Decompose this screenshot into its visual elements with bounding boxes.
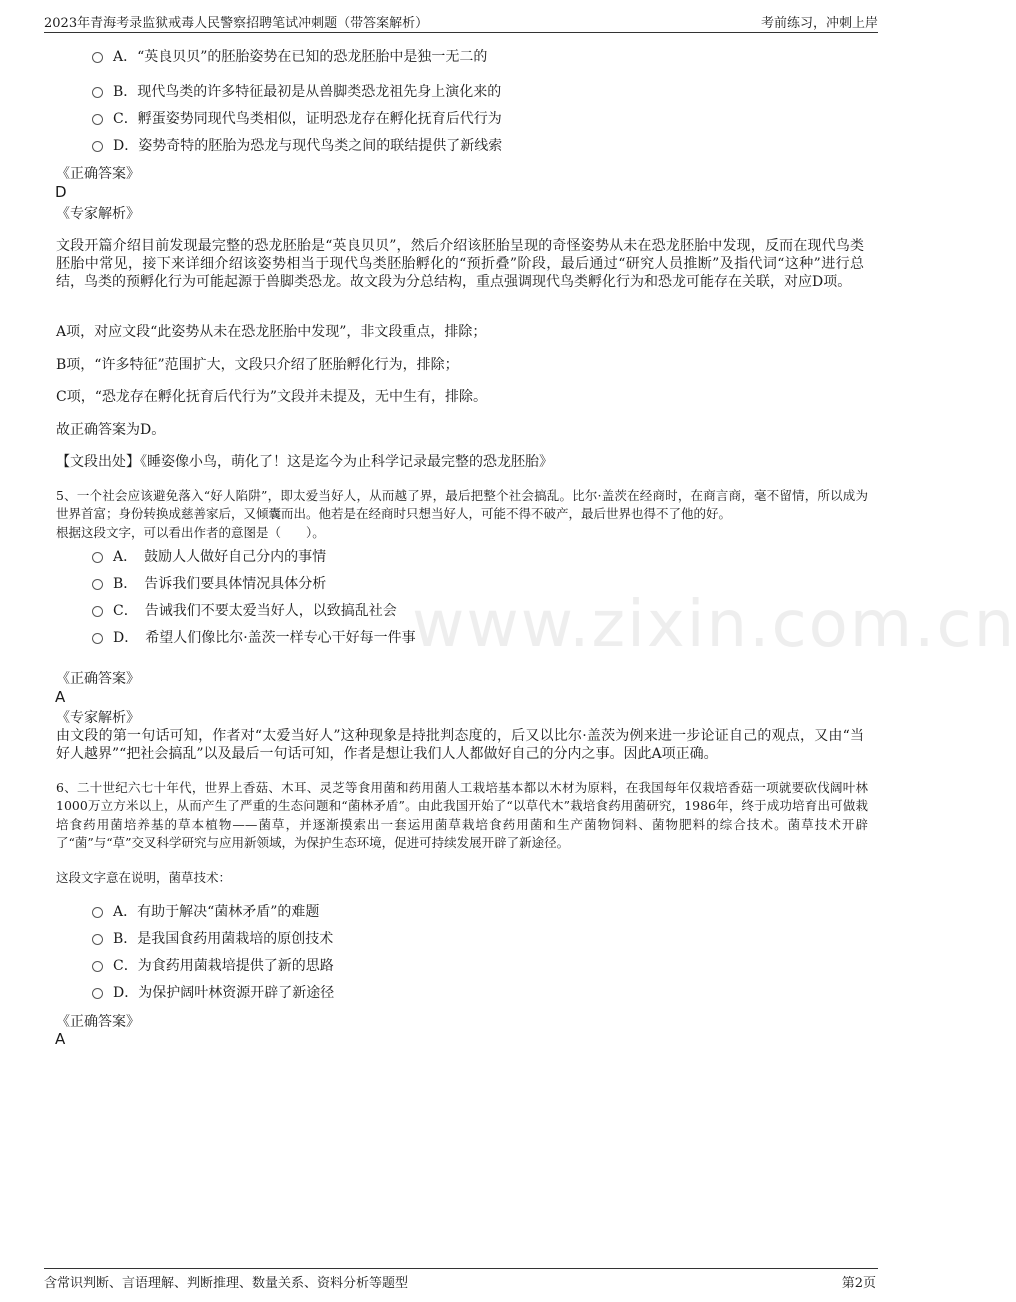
q4-analysis-paragraph: 文段开篇介绍目前发现最完整的恐龙胚胎是“英良贝贝”，然后介绍该胚胎呈现的奇怪姿势从未在恐龙胚胎中发现，反而在现代鸟类胚胎中常见，接下来详细介绍该姿势相当于现代鸟类胚胎孵化的“预折叠”阶段，最后通过“研究人员推断”及指代词“这种”进行总结，鸟类的预孵化行为可能起源于兽脚类恐龙。故文段为分总结构，重点强调现代鸟类孵化行为和恐龙可能存在关联，对应D项。 [56,238,864,290]
q5-answer-label: 《正确答案》 [56,671,140,687]
q4-conclusion: 故正确答案为D。 [56,422,166,438]
radio-circle-icon[interactable] [92,988,103,999]
radio-circle-icon[interactable] [92,633,103,644]
q6-question: 这段文字意在说明，菌草技术： [56,870,232,885]
radio-circle-icon[interactable] [92,606,103,617]
q5-question: 根据这段文字，可以看出作者的意图是（ ）。 [56,525,325,540]
q5-analysis-label: 《专家解析》 [56,710,140,726]
radio-circle-icon[interactable] [92,934,103,945]
q4-option-a[interactable]: A．“英良贝贝”的胚胎姿势在已知的恐龙胚胎中是独一无二的 [92,48,487,66]
document-title: 2023年青海考录监狱戒毒人民警察招聘笔试冲刺题（带答案解析） [44,16,429,31]
footer-categories: 含常识判断、言语理解、判断推理、数量关系、资料分析等题型 [44,1276,409,1291]
q4-analysis-option-a: A项，对应文段“此姿势从未在恐龙胚胎中发现”，非文段重点，排除； [56,324,487,340]
radio-circle-icon[interactable] [92,114,103,125]
q4-answer-label: 《正确答案》 [56,166,140,182]
q5-option-b[interactable]: B． 告诉我们要具体情况具体分析 [92,575,326,593]
q6-option-d[interactable]: D．为保护阔叶林资源开辟了新途径 [92,984,334,1002]
q4-source: 【文段出处】《睡姿像小鸟，萌化了！这是迄今为止科学记录最完整的恐龙胚胎》 [56,454,553,470]
q4-option-d[interactable]: D．姿势奇特的胚胎为恐龙与现代鸟类之间的联结提供了新线索 [92,137,502,155]
q6-stem: 6、二十世纪六七十年代，世界上香菇、木耳、灵芝等食用菌和药用菌人工栽培基本都以木材为原料，在我国每年仅栽培香菇一项就要砍伐阔叶林1000万立方米以上，从而产生了严重的生态问题和“菌林矛盾”。由此我国开始了“以草代木”栽培食药用菌研究，1986年，终于成功培育出可做栽培食药用菌培养基的草本植物——菌草，并逐渐摸索出一套运用菌草栽培食药用菌和生产菌物饲料、菌物肥料的综合技术。菌草技术开辟了“菌”与“草”交叉科学研究与应用新领域，为保护生态环境，促进可持续发展开辟了新途径。 [56,780,868,851]
q4-analysis-option-c: C项，“恐龙存在孵化抚育后代行为”文段并未提及，无中生有，排除。 [56,389,488,405]
q5-option-a[interactable]: A． 鼓励人人做好自己分内的事情 [92,548,326,566]
q5-option-c[interactable]: C． 告诫我们不要太爱当好人，以致搞乱社会 [92,602,397,620]
q4-option-b[interactable]: B．现代鸟类的许多特征最初是从兽脚类恐龙祖先身上演化来的 [92,83,501,101]
radio-circle-icon[interactable] [92,552,103,563]
q4-answer: D [55,183,67,201]
q6-option-c[interactable]: C．为食药用菌栽培提供了新的思路 [92,957,334,975]
q4-option-c[interactable]: C．孵蛋姿势同现代鸟类相似，证明恐龙存在孵化抚育后代行为 [92,110,502,128]
footer-divider [44,1268,878,1269]
q6-option-a[interactable]: A．有助于解决“菌林矛盾”的难题 [92,903,319,921]
q5-stem: 5、一个社会应该避免落入“好人陷阱”，即太爱当好人，从而越了界，最后把整个社会搞乱。比尔·盖茨在经商时，在商言商，毫不留情，所以成为世界首富；身份转换成慈善家后，又倾囊而出。他若是在经商时只想当好人，可能不得不破产，最后世界也得不了他的好。 [56,488,868,522]
q5-answer: A [55,688,66,706]
radio-circle-icon[interactable] [92,961,103,972]
q5-analysis: 由文段的第一句话可知，作者对“太爱当好人”这种现象是持批判态度的，后又以比尔·盖茨为例来进一步论证自己的观点，又由“当好人越界”“把社会搞乱”以及最后一句话可知，作者是想让我们人人都做好自己的分内之事。因此A项正确。 [56,728,864,762]
q6-answer-label: 《正确答案》 [56,1014,140,1030]
radio-circle-icon[interactable] [92,907,103,918]
q5-option-d[interactable]: D． 希望人们像比尔·盖茨一样专心干好每一件事 [92,629,416,647]
radio-circle-icon[interactable] [92,52,103,63]
q6-option-b[interactable]: B．是我国食药用菌栽培的原创技术 [92,930,333,948]
header-slogan: 考前练习，冲刺上岸 [760,16,878,31]
radio-circle-icon[interactable] [92,87,103,98]
watermark: www.zixin.com.cn [412,588,1016,662]
radio-circle-icon[interactable] [92,579,103,590]
q4-analysis-option-b: B项，“许多特征”范围扩大，文段只介绍了胚胎孵化行为，排除； [56,357,459,373]
page-number: 第2页 [841,1276,876,1291]
header-divider [44,32,878,33]
q6-answer: A [55,1030,66,1048]
radio-circle-icon[interactable] [92,141,103,152]
q4-analysis-label: 《专家解析》 [56,206,140,222]
